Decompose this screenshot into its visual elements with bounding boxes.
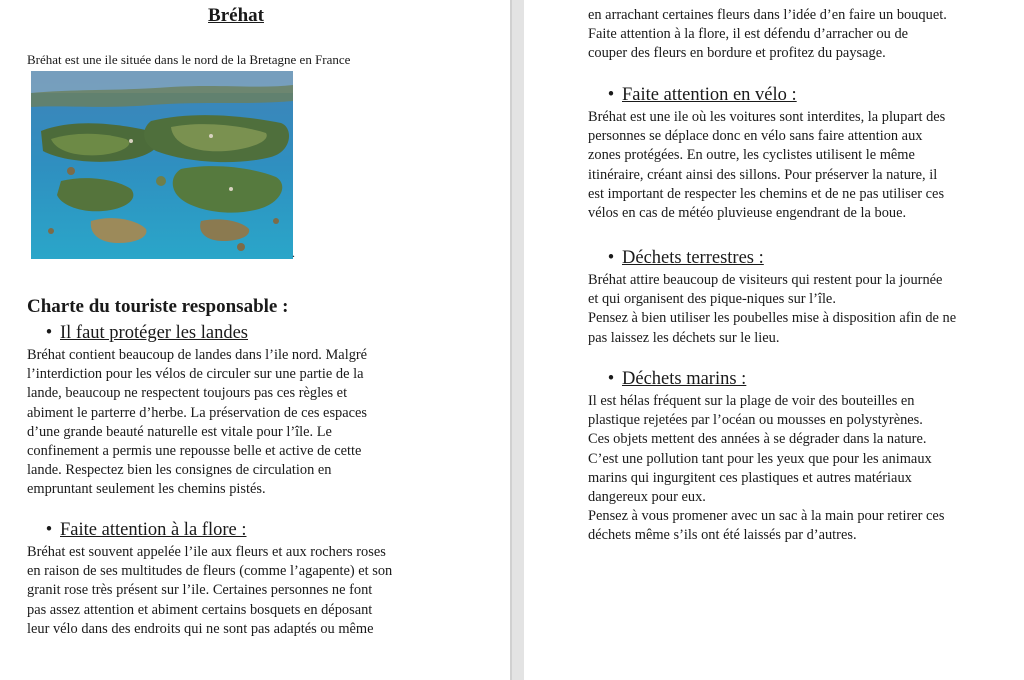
photo-caption-mark: . bbox=[292, 246, 295, 260]
body-line: marins qui ingurgitent ces plastiques et autres matériaux bbox=[588, 469, 912, 486]
section-heading-landes bbox=[40, 323, 248, 344]
section-body-landes bbox=[27, 346, 367, 500]
bullet-icon: • bbox=[607, 248, 615, 268]
body-line: C’est une pollution tant pour les yeux que pour les animaux bbox=[588, 450, 932, 467]
bullet-icon: • bbox=[45, 520, 53, 540]
body-line: et qui organisent des pique-niques sur l’île. bbox=[588, 291, 836, 308]
body-line: Ces objets mettent des années à se dégrader dans la nature. bbox=[588, 431, 927, 448]
section-heading-dechets-terrestres bbox=[602, 248, 764, 269]
body-line: confinement a permis une repousse belle et active de cette bbox=[27, 443, 362, 460]
section-heading-label: Il faut protéger les landes bbox=[60, 323, 249, 343]
body-line: pas laissez les déchets sur le lieu. bbox=[588, 329, 780, 346]
section-body-flore bbox=[27, 543, 392, 639]
body-line: vélos en cas de météo pluvieuse engendrant de la boue. bbox=[588, 205, 907, 222]
bullet-icon: • bbox=[607, 369, 615, 389]
aerial-photo-brehat bbox=[31, 71, 293, 259]
body-line: abiment le parterre d’herbe. La préservation de ces espaces bbox=[27, 404, 367, 421]
body-line: Pensez à bien utiliser les poubelles mise à disposition afin de ne bbox=[588, 310, 957, 327]
body-line: zones protégées. En outre, les cyclistes utilisent le même bbox=[588, 147, 915, 164]
body-line: Bréhat est une ile où les voitures sont interdites, la plupart des bbox=[588, 109, 946, 125]
continuation-text bbox=[588, 6, 947, 64]
section-heading-velo bbox=[602, 85, 797, 106]
section-heading-flore bbox=[40, 520, 246, 541]
charte-heading: Charte du touriste responsable : bbox=[27, 296, 289, 317]
body-line: lande, beaucoup ne respectent toujours pas ces règles et bbox=[27, 385, 348, 402]
bullet-icon: • bbox=[607, 85, 615, 105]
page-gutter bbox=[510, 0, 524, 680]
body-line: d’une grande beauté naturelle est vitale pour l’île. Le bbox=[27, 423, 332, 440]
body-line: couper des fleurs en bordure et profitez du paysage. bbox=[588, 45, 886, 62]
body-line: dangereux pour eux. bbox=[588, 489, 706, 506]
body-line: Bréhat attire beaucoup de visiteurs qui restent pour la journée bbox=[588, 272, 943, 288]
body-line: pas assez attention et abiment certains bosquets en déposant bbox=[27, 601, 373, 618]
section-body-velo bbox=[588, 108, 945, 223]
section-body-dechets-marins bbox=[588, 392, 944, 546]
intro-text: Bréhat est une ile située dans le nord de la Bretagne en France bbox=[27, 52, 351, 67]
body-line: empruntant seulement les chemins pistés. bbox=[27, 481, 266, 498]
body-line: leur vélo dans des endroits qui ne sont pas adaptés ou même bbox=[27, 620, 374, 637]
body-line: l’interdiction pour les vélos de circuler sur une partie de la bbox=[27, 366, 364, 383]
body-line: en raison de ses multitudes de fleurs (comme l’agapente) et son bbox=[27, 563, 393, 580]
section-heading-label: Faite attention à la flore : bbox=[60, 520, 247, 540]
bullet-icon: • bbox=[45, 323, 53, 343]
body-line: Il est hélas fréquent sur la plage de voir des bouteilles en bbox=[588, 393, 915, 409]
section-heading-label: Déchets marins : bbox=[622, 369, 747, 389]
body-line: Pensez à vous promener avec un sac à la main pour retirer ces bbox=[588, 508, 945, 525]
section-heading-label: Déchets terrestres : bbox=[622, 248, 764, 268]
document-page-left bbox=[0, 0, 510, 680]
body-line: personnes se déplace donc en vélo sans faire attention aux bbox=[588, 128, 923, 145]
body-line: déchets même s’ils ont été laissés par d’autres. bbox=[588, 527, 857, 544]
body-line: est important de respecter les chemins et de ne pas utiliser ces bbox=[588, 185, 945, 202]
document-page-right bbox=[524, 0, 1024, 680]
body-line: granit rose très présent sur l’ile. Certaines personnes ne font bbox=[27, 582, 373, 599]
section-body-dechets-terrestres bbox=[588, 271, 956, 348]
body-line: plastique rejetées par l’océan ou mousses en polystyrènes. bbox=[588, 412, 923, 429]
document-title: Bréhat bbox=[208, 5, 264, 26]
body-line: Bréhat contient beaucoup de landes dans l’ile nord. Malgré bbox=[27, 347, 368, 363]
section-heading-label: Faite attention en vélo : bbox=[622, 85, 797, 105]
section-heading-dechets-marins bbox=[602, 369, 746, 390]
body-line: en arrachant certaines fleurs dans l’idée d’en faire un bouquet. bbox=[588, 7, 947, 23]
body-line: Bréhat est souvent appelée l’ile aux fleurs et aux rochers roses bbox=[27, 544, 386, 560]
body-line: itinéraire, créant ainsi des sillons. Pour préserver la nature, il bbox=[588, 166, 938, 183]
body-line: lande. Respectez bien les consignes de circulation en bbox=[27, 462, 332, 479]
body-line: Faite attention à la flore, il est défendu d’arracher ou de bbox=[588, 26, 909, 43]
